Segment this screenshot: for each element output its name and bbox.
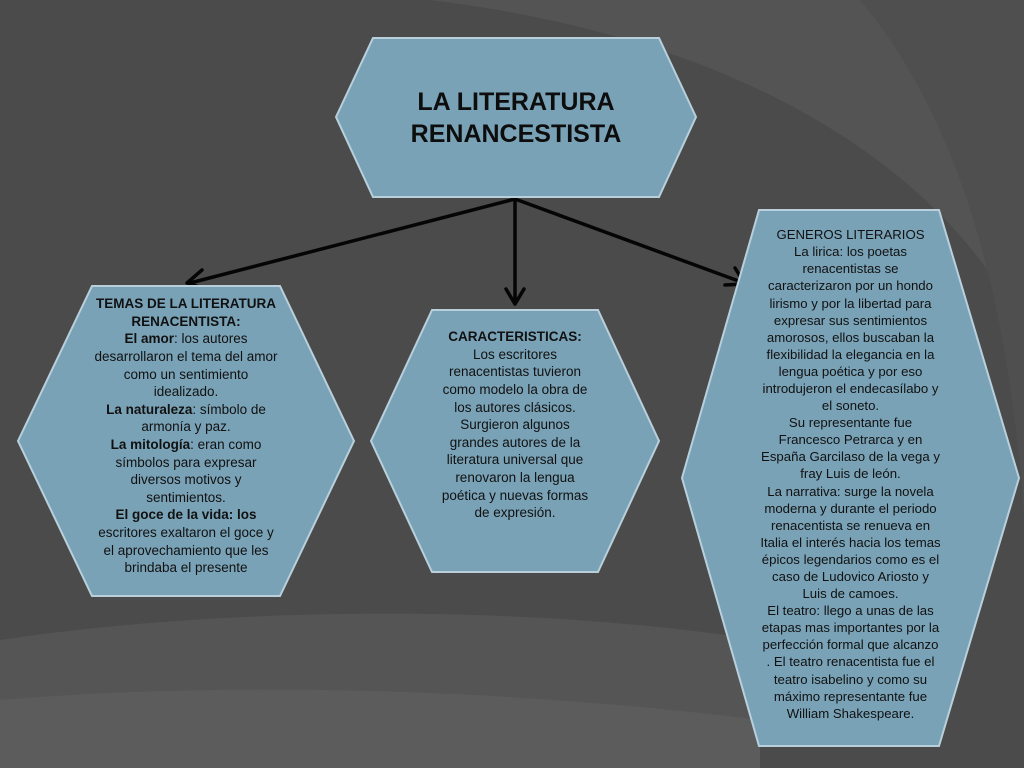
temas-text-run: armonía y paz. (141, 419, 231, 435)
generos-text (760, 226, 940, 722)
generos-line (760, 534, 940, 551)
caracteristicas-line (442, 451, 588, 469)
caracteristicas-text-run: renovaron la lengua (455, 469, 575, 485)
temas-text-run: el aprovechamiento que les (103, 542, 269, 558)
main-title (411, 86, 622, 150)
temas-text-run: El amor (124, 331, 174, 347)
temas-line (94, 366, 277, 384)
temas-text-run: escritores exaltaron el goce y (98, 524, 274, 540)
caracteristicas-text-run: Los escritores (472, 346, 558, 362)
temas-line (94, 489, 277, 507)
generos-line (760, 431, 940, 448)
caracteristicas-line (442, 416, 588, 434)
generos-line (760, 602, 940, 619)
temas-text-run: como un sentimiento (123, 366, 249, 382)
generos-line (760, 671, 940, 688)
caracteristicas-text-run: grandes autores de la (449, 434, 581, 450)
generos-text-run: España Garcilaso de la vega y (761, 449, 940, 465)
temas-line (94, 313, 277, 331)
generos-line (760, 295, 940, 312)
caracteristicas-text-run: poética y nuevas formas (441, 487, 589, 503)
temas-line (94, 506, 277, 524)
temas-text-run: : eran como (190, 437, 262, 452)
generos-line (760, 380, 940, 397)
generos-text-run: Su representante fue (788, 415, 913, 431)
generos-text-run: lengua poética y por eso (778, 363, 923, 379)
generos-text-run: amorosos, ellos buscaban la (766, 329, 935, 345)
generos-text-run: etapas mas importantes por la (761, 620, 940, 636)
temas-text-run: El goce de la vida: los (115, 507, 257, 523)
generos-line (760, 363, 940, 380)
caracteristicas-text-run: de expresión. (474, 505, 556, 521)
generos-text-run: GENEROS LITERARIOS (776, 227, 925, 243)
temas-line (94, 295, 277, 313)
generos-text-run: Francesco Petrarca y en (778, 432, 923, 448)
generos-line (760, 585, 940, 602)
caracteristicas-line (442, 381, 588, 399)
generos-line (760, 226, 940, 243)
temas-line (94, 436, 277, 454)
generos-text-run: . El teatro renacentista fue el (766, 654, 935, 670)
generos-text-run: lirismo y por la libertad para (769, 295, 932, 311)
generos-line (760, 705, 940, 722)
generos-line (760, 688, 940, 705)
generos-line (760, 448, 940, 465)
generos-text-run: La narrativa: surge la novela (767, 483, 934, 499)
temas-line (94, 348, 277, 366)
generos-text-run: teatro isabelino y como su (773, 671, 928, 687)
temas-text-run: símbolos para expresar (115, 454, 257, 470)
generos-line (760, 653, 940, 670)
caracteristicas-line (442, 469, 588, 487)
temas-hexagon (17, 285, 355, 597)
temas-line (94, 471, 277, 489)
title-hexagon (335, 37, 697, 198)
caracteristicas-line (442, 399, 588, 417)
generos-line (760, 636, 940, 653)
caracteristicas-line (442, 434, 588, 452)
generos-text-run: fray Luis de león. (800, 466, 901, 482)
generos-text-run: El teatro: llego a unas de las (767, 603, 934, 619)
generos-text-run: perfección formal que alcanzo (762, 637, 939, 653)
generos-text-run: moderna y durante el periodo (764, 500, 937, 516)
caracteristicas-text-run: renacentistas tuvieron (448, 364, 582, 380)
temas-text-run: La mitología (110, 437, 191, 452)
temas-line (94, 383, 277, 401)
temas-line (94, 542, 277, 560)
caracteristicas-hexagon (370, 309, 660, 573)
generos-line (760, 414, 940, 431)
temas-line (94, 401, 277, 419)
caracteristicas-line (442, 346, 588, 364)
generos-line (760, 277, 940, 294)
temas-text-run: : los autores (173, 331, 248, 347)
generos-line (760, 568, 940, 585)
caracteristicas-text-run: los autores clásicos. (454, 399, 576, 415)
title-line-2: RENANCESTISTA (410, 119, 622, 148)
generos-text-run: flexibilidad la elegancia en la (766, 346, 935, 362)
caracteristicas-text (442, 328, 588, 522)
generos-line (760, 260, 940, 277)
generos-text-run: renacentistas se (802, 261, 899, 277)
generos-text-run: renacentista se renueva en (770, 517, 931, 533)
generos-line (760, 551, 940, 568)
generos-text-run: expresar sus sentimientos (773, 312, 928, 328)
generos-line (760, 312, 940, 329)
caracteristicas-text-run: Surgieron algunos (460, 417, 570, 433)
generos-line (760, 483, 940, 500)
generos-line (760, 465, 940, 482)
generos-line (760, 619, 940, 636)
generos-line (760, 346, 940, 363)
generos-text-run: máximo representante fue (773, 688, 928, 704)
generos-text-run: William Shakespeare. (786, 705, 915, 721)
caracteristicas-text-run: literatura universal que (446, 452, 584, 468)
generos-text-run: el soneto. (821, 398, 880, 414)
caracteristicas-text-run: CARACTERISTICAS: (448, 329, 582, 345)
generos-text-run: Luis de camoes. (802, 586, 899, 602)
temas-line (94, 330, 277, 348)
generos-text-run: caso de Ludovico Ariosto y (772, 569, 929, 585)
title-line-1: LA LITERATURA (417, 87, 615, 116)
generos-text-run: La lirica: los poetas (794, 244, 907, 260)
temas-text-run: La naturaleza (106, 401, 193, 417)
generos-line (760, 243, 940, 260)
generos-line (760, 517, 940, 534)
temas-text-run: : símbolo de (192, 401, 266, 417)
temas-text-run: desarrollaron el tema del amor (94, 349, 278, 365)
generos-text-run: épicos legendarios como es el (761, 551, 940, 567)
caracteristicas-line (442, 363, 588, 381)
temas-line (94, 524, 277, 542)
temas-text-run: TEMAS DE LA LITERATURA (96, 296, 276, 312)
generos-line (760, 397, 940, 414)
temas-text-run: sentimientos. (146, 489, 226, 505)
generos-text-run: Italia el interés hacia los temas (760, 534, 941, 550)
temas-line (94, 418, 277, 436)
temas-text-run: diversos motivos y (130, 472, 242, 488)
temas-text-run: RENACENTISTA: (131, 313, 241, 329)
caracteristicas-line (442, 487, 588, 505)
generos-line (760, 500, 940, 517)
temas-text-run: brindaba el presente (124, 560, 248, 576)
generos-hexagon (681, 209, 1020, 747)
generos-line (760, 329, 940, 346)
caracteristicas-line (442, 328, 588, 346)
temas-line (94, 559, 277, 577)
generos-text-run: introdujeron el endecasílabo y (762, 380, 939, 396)
caracteristicas-line (442, 504, 588, 522)
temas-text-run: idealizado. (153, 384, 219, 400)
temas-text (94, 295, 277, 577)
caracteristicas-text-run: como modelo la obra de (442, 382, 588, 398)
generos-text-run: caracterizaron por un hondo (768, 278, 933, 294)
temas-line (94, 454, 277, 472)
arrow-to-left (190, 199, 515, 283)
